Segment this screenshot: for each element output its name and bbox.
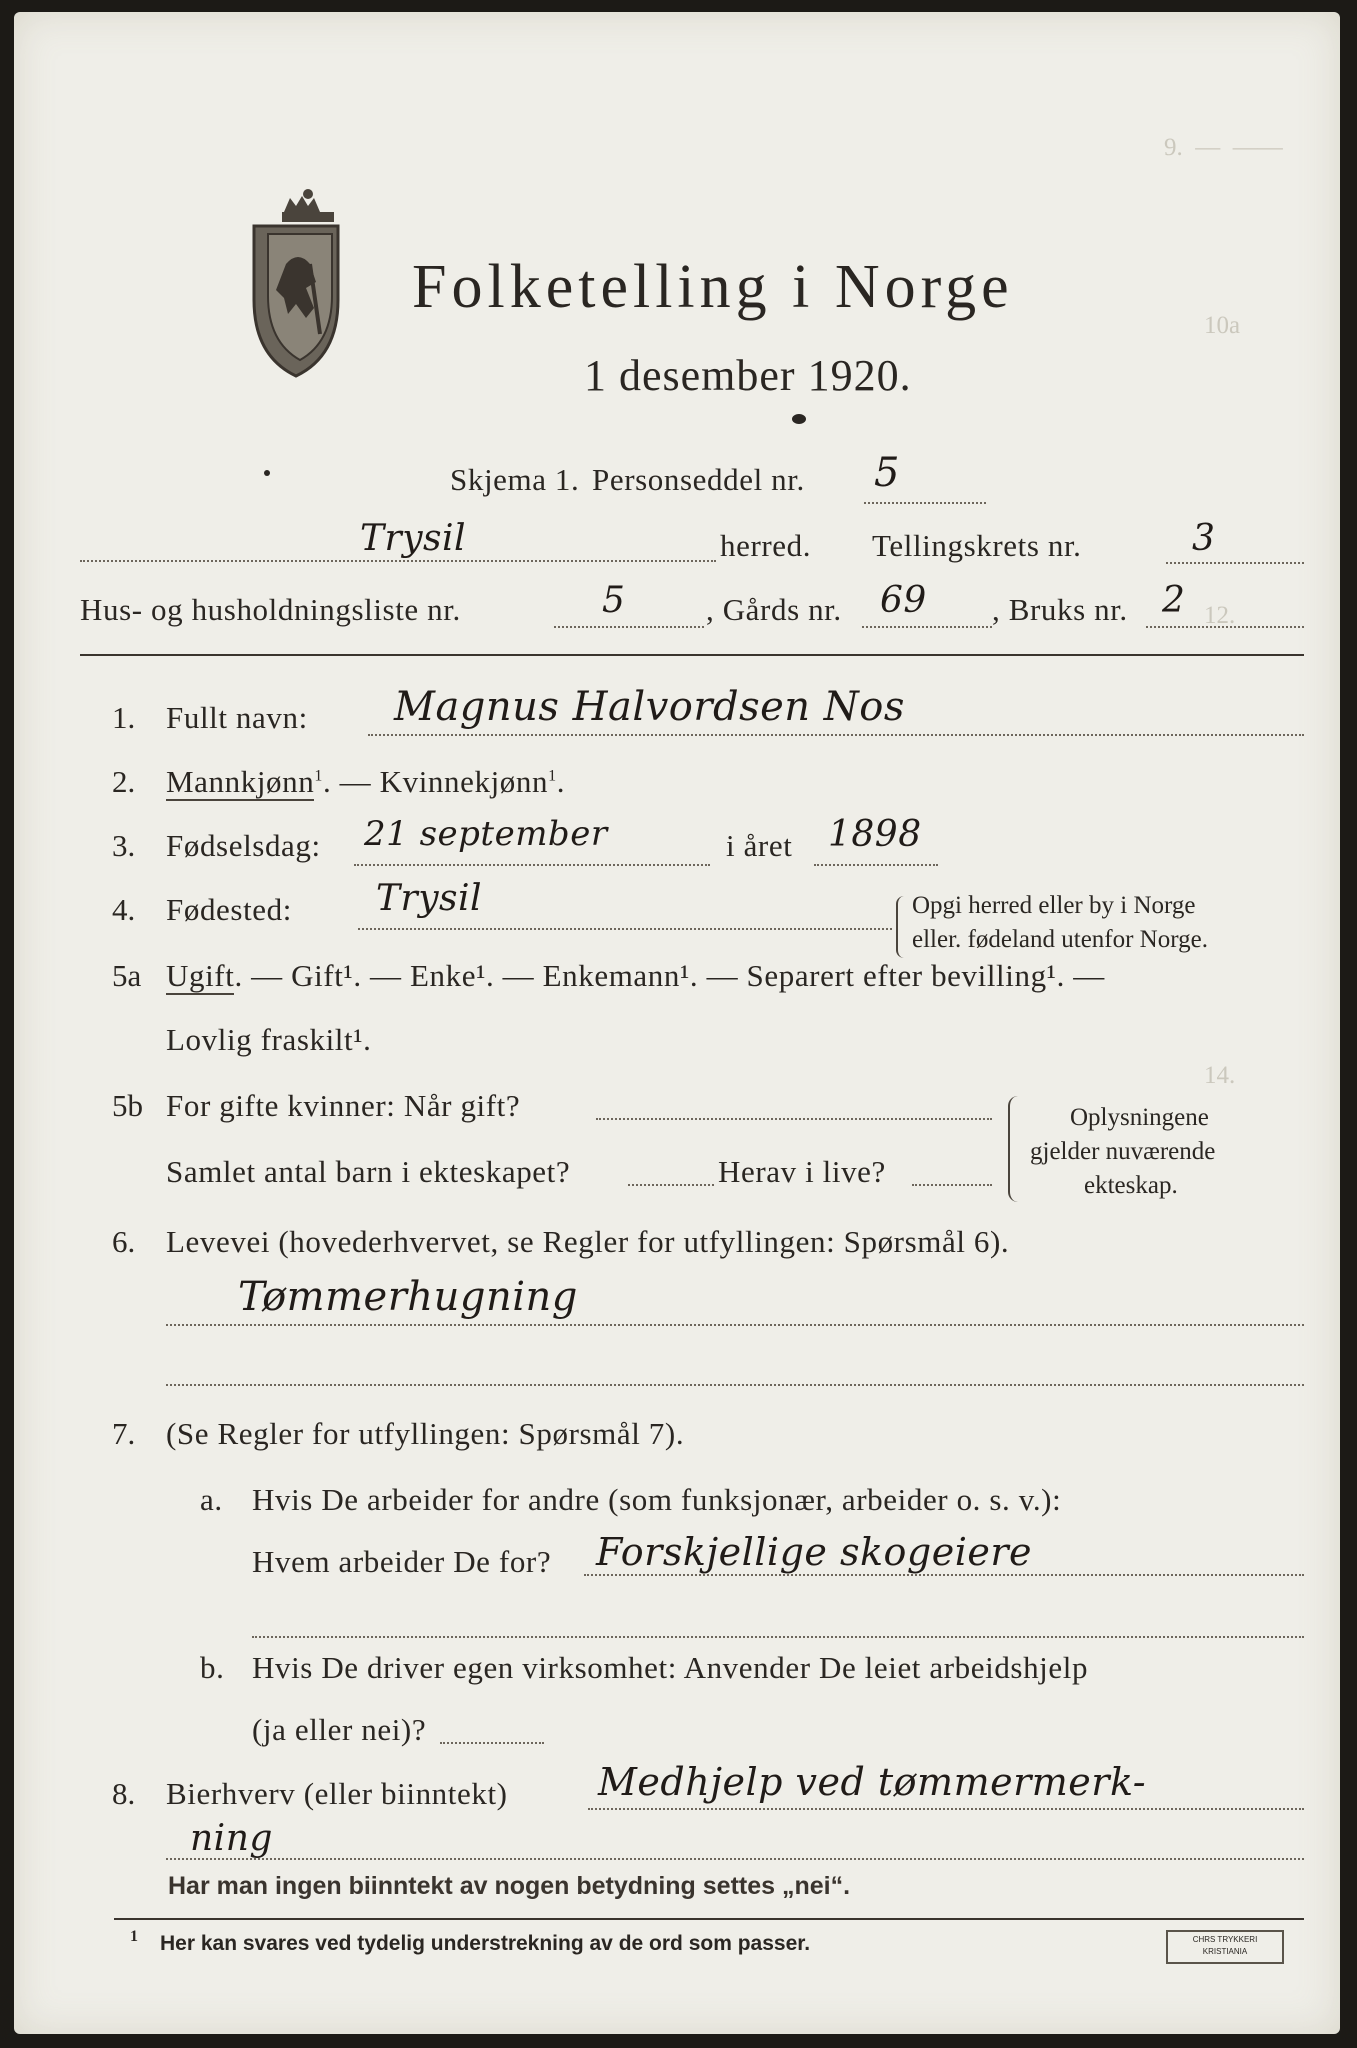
footnote-divider: [114, 1918, 1304, 1920]
birthplace-value: Trysil: [376, 878, 483, 919]
year-label: i året: [726, 828, 793, 863]
husholdning-value: 5: [602, 580, 626, 621]
q6-label: Levevei (hovederhvervet, se Regler for utfyllingen: Spørsmål 6).: [166, 1224, 1010, 1259]
q8-note: Har man ingen biinntekt av nogen betydning settes „nei“.: [168, 1872, 851, 1900]
q7a-letter: a.: [200, 1482, 223, 1517]
q1-number: 1.: [112, 700, 136, 735]
q4-label: Fødested:: [166, 892, 292, 927]
form-date: 1 desember 1920.: [584, 351, 912, 400]
q3-number: 3.: [112, 828, 136, 863]
q5b-number: 5b: [112, 1088, 143, 1123]
q2-number: 2.: [112, 764, 136, 799]
husholdning-line: [554, 626, 704, 628]
male-option: Mannkjønn: [166, 764, 315, 799]
q7-label: (Se Regler for utfyllingen: Spørsmål 7).: [166, 1416, 685, 1451]
occupation-line-1: [166, 1324, 1304, 1326]
employer-value: Forskjellige skogeiere: [596, 1530, 1032, 1574]
q7a-line2: Hvem arbeider De for?: [252, 1544, 552, 1579]
children-total-line: [628, 1184, 714, 1186]
q3-label: Fødselsdag:: [166, 828, 321, 863]
note-bracket: [1008, 1096, 1018, 1202]
q7b-line1: Hvis De driver egen virksomhet: Anvender De leiet arbeidshjelp: [252, 1650, 1089, 1685]
gards-label: , Gårds nr.: [706, 592, 842, 627]
occupation-line-2: [166, 1384, 1304, 1386]
q5b-children-alive: Herav i live?: [718, 1154, 886, 1189]
gards-line: [862, 626, 992, 628]
tellingskrets-line: [1166, 562, 1304, 564]
bleed-through-text: 14.: [1204, 1062, 1236, 1089]
q7b-line2: (ja eller nei)?: [252, 1712, 427, 1747]
q5b-when-married: For gifte kvinner: Når gift?: [166, 1088, 521, 1123]
birthplace-note-1: Opgi herred eller by i Norge: [912, 892, 1196, 919]
q5b-note-1: Oplysningene: [1070, 1104, 1209, 1131]
gards-value: 69: [880, 580, 927, 621]
full-name-value: Magnus Halvordsen Nos: [394, 684, 905, 730]
birth-year-line: [814, 864, 938, 866]
q7b-letter: b.: [200, 1650, 225, 1685]
herred-value: Trysil: [360, 518, 467, 559]
herred-line: [80, 560, 716, 562]
birthplace-note-2: eller. fødeland utenfor Norge.: [912, 926, 1208, 953]
husholdning-label: Hus- og husholdningsliste nr.: [80, 592, 461, 627]
census-form-page: [14, 12, 1340, 2034]
skjema-label: Skjema 1.: [450, 462, 580, 497]
q5a-marital-options: Ugift. — Gift¹. — Enke¹. — Enkemann¹. — Separert efter bevilling¹. —: [166, 958, 1105, 993]
employer-line-1: [584, 1574, 1304, 1576]
birth-year-value: 1898: [828, 814, 922, 855]
employer-line-2: [252, 1636, 1304, 1638]
when-married-line: [596, 1118, 992, 1120]
q5b-note-2: gjelder nuværende: [1030, 1138, 1216, 1165]
stamp-line-1: CHRS TRYKKERI: [1192, 1935, 1258, 1944]
bruks-label: , Bruks nr.: [992, 592, 1128, 627]
side-income-line-2: [166, 1858, 1304, 1860]
herred-label: herred.: [720, 528, 812, 563]
children-alive-line: [912, 1184, 992, 1186]
stamp-line-2: KRISTIANIA: [1202, 1947, 1248, 1956]
norwegian-coat-of-arms-icon: [246, 184, 346, 384]
header-divider: [80, 654, 1304, 656]
bleed-through-text: 10a: [1204, 312, 1241, 339]
ugift-option: Ugift: [166, 958, 235, 993]
birthday-value: 21 september: [364, 814, 608, 854]
tellingskrets-label: Tellingskrets nr.: [872, 528, 1082, 563]
q2-sex-options: Mannkjønn$^1$. — Kvinnekjønn$^1$.: [166, 764, 566, 799]
ink-dot: [264, 470, 270, 476]
q6-number: 6.: [112, 1224, 136, 1259]
tellingskrets-value: 3: [1192, 518, 1216, 559]
q5a-number: 5a: [112, 958, 142, 993]
q5b-note-3: ekteskap.: [1084, 1172, 1178, 1199]
footnote-text: Her kan svares ved tydelig understrekning av de ord som passer.: [160, 1932, 811, 1955]
footnote-mark: 1: [130, 1928, 138, 1945]
form-title: Folketelling i Norge: [412, 253, 1014, 321]
hired-help-line: [440, 1742, 544, 1744]
q1-label: Fullt navn:: [166, 700, 308, 735]
q7a-line1: Hvis De arbeider for andre (som funksjonær, arbeider o. s. v.):: [252, 1482, 1062, 1517]
note-bracket: [896, 896, 904, 958]
personseddel-value: 5: [874, 450, 900, 496]
bruks-value: 2: [1162, 580, 1186, 621]
q7-number: 7.: [112, 1416, 136, 1451]
female-option: Kvinnekjønn: [379, 764, 549, 799]
occupation-value: Tømmerhugning: [238, 1274, 578, 1320]
bleed-through-text: 9. — ——: [1164, 134, 1283, 161]
personseddel-line: [864, 502, 986, 504]
printer-stamp: [1166, 1930, 1284, 1964]
q8-number: 8.: [112, 1776, 136, 1811]
side-income-value-2: ning: [190, 1818, 273, 1859]
ink-blot: [792, 414, 806, 424]
bruks-line: [1146, 626, 1304, 628]
birthplace-line: [358, 928, 892, 930]
q4-number: 4.: [112, 892, 136, 927]
q5a-line2: Lovlig fraskilt¹.: [166, 1022, 372, 1057]
q8-label: Bierhverv (eller biinntekt): [166, 1776, 508, 1811]
bleed-through-text: 12.: [1204, 602, 1236, 629]
q5b-children-total: Samlet antal barn i ekteskapet?: [166, 1154, 571, 1189]
side-income-line-1: [588, 1808, 1304, 1810]
birthday-line: [354, 864, 710, 866]
side-income-value-1: Medhjelp ved tømmermerk-: [598, 1760, 1147, 1804]
full-name-line: [368, 734, 1304, 736]
personseddel-label: Personseddel nr.: [592, 462, 805, 497]
